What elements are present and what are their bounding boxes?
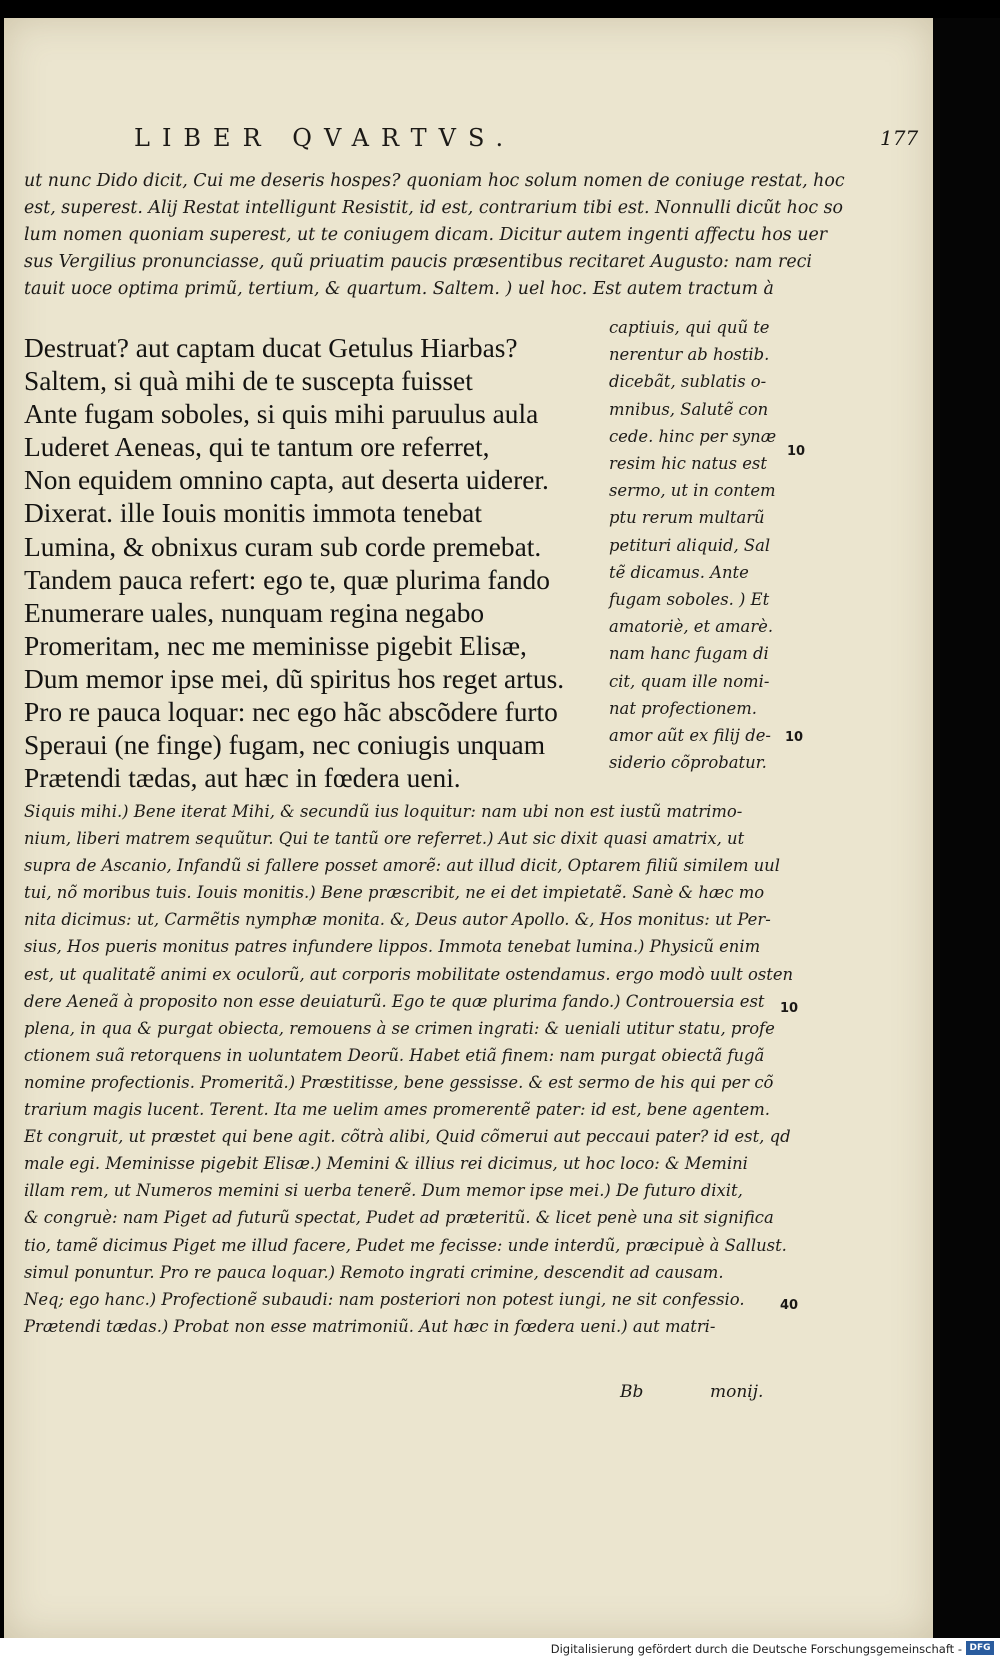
verse-line: Prætendi tædas, aut hæc in fœdera ueni. [24,763,461,794]
gloss-line: cede. hinc per synæ [609,426,777,446]
line-number: 40 [780,1298,799,1313]
folio-number: 177 [880,126,919,150]
verse-block [24,332,564,795]
gloss-line: nat profectionem. [609,698,757,718]
verse-line: Dixerat. ille Iouis monitis immota tenebat [24,498,482,529]
commentary-line: & congruè: nam Piget ad futurũ spectat, Pudet ad præteritũ. & licet penè una sit significa [24,1208,774,1228]
commentary-line: nita dicimus: ut, Carmẽtis nymphæ monita. &, Deus autor Apollo. &, Hos monitus: ut Per- [24,910,771,930]
book-page [4,18,933,1638]
commentary-line: Et congruit, ut præstet qui bene agit. cõtrà alibi, Quid cõmerui aut peccaui pater? id est, qd [24,1127,791,1147]
verse-line: Lumina, & obnixus curam sub corde premebat. [24,531,542,562]
commentary-bottom [24,798,793,1340]
commentary-line: Siquis mihi.) Bene iterat Mihi, & secundũ ius loquitur: nam ubi non est iustũ matrimo- [24,802,743,821]
commentary-line: tio, tamẽ dicimus Piget me illud facere, Pudet me fecisse: unde interdũ, præcipuè à Sallust. [24,1235,787,1255]
commentary-line: male egi. Meminisse pigebit Elisæ.) Memini & illius rei dicimus, ut hoc loco: & Memini [24,1154,748,1174]
scan-edge [933,18,1000,1638]
commentary-line: simul ponuntur. Pro re pauca loquar.) Remoto ingrati crimine, descendit ad causam. [24,1262,724,1282]
commentary-line: est, superest. Alij Restat intelligunt Resistit, id est, contrarium tibi est. Nonnulli dicũt hoc so [24,198,844,218]
line-number: 10 [787,444,806,459]
commentary-line: tauit uoce optima primũ, tertium, & quartum. Saltem. ) uel hoc. Est autem tractum à [24,279,774,299]
gloss-line: ptu rerum multarũ [609,508,765,528]
verse-line: Dum memor ipse mei, dũ spiritus hos reget artus. [24,663,565,694]
verse-line: Pro re pauca loquar: nec ego hãc abscõdere furto [24,697,558,728]
running-head [4,118,933,158]
verse-line: Promeritam, nec me meminisse pigebit Elisæ, [24,630,527,661]
commentary-line: trarium magis lucent. Terent. Ita me uelim ames promerentẽ pater: id est, bene agentem. [24,1100,770,1120]
gloss-line: petituri aliquid, Sal [609,535,771,555]
gloss-line: amor aũt ex filij de- [609,726,771,746]
verse-line: Non equidem omnino capta, aut deserta uiderer. [24,465,549,496]
commentary-line: nomine profectionis. Promeritã.) Præstitisse, bene gessisse. & est sermo de his qui per cõ [24,1072,774,1092]
verse-line: Speraui (ne finge) fugam, nec coniugis unquam [24,730,546,761]
gloss-line: amatoriè, et amarè. [609,617,774,637]
commentary-line: lum nomen quoniam superest, ut te coniugem dicam. Dicitur autem ingenti affectu hos uer [24,225,828,245]
dfg-logo-icon: DFG [966,1641,994,1655]
gloss-line: siderio cõprobatur. [609,753,767,773]
commentary-line: est, ut qualitatẽ animi ex oculorũ, aut corporis mobilitate ostendamus. ergo modò uult osten [24,964,794,984]
gloss-line: captiuis, qui quũ te [609,318,770,337]
commentary-top [24,168,845,303]
gloss-line: fugam soboles. ) Et [609,590,770,610]
commentary-line: dere Aeneã à proposito non esse deuiaturũ. Ego te quæ plurima fando.) Controuersia est [24,991,765,1011]
verse-line: Tandem pauca refert: ego te, quæ plurima fando [24,564,550,595]
digitization-footer [0,1638,1000,1659]
gloss-line: dicebãt, sublatis o- [609,372,767,392]
commentary-line: Prætendi tædas.) Probat non esse matrimoniũ. Aut hæc in fœdera ueni.) aut matri- [24,1316,716,1336]
verse-line: Saltem, si quà mihi de te suscepta fuisset [24,366,473,397]
verse-line: Destruat? aut captam ducat Getulus Hiarbas? [24,333,518,363]
verse-line: Ante fugam soboles, si quis mihi paruulus aula [24,399,539,430]
running-head-title: LIBER QVARTVS. [134,124,516,152]
verse-line: Enumerare uales, nunquam regina negabo [24,597,485,628]
commentary-line: ctionem suã retorquens in uoluntatem Deorũ. Habet etiã finem: nam purgat obiectã fugã [24,1045,765,1065]
gloss-line: cit, quam ille nomi- [609,671,770,691]
commentary-line: Neq; ego hanc.) Profectionẽ subaudi: nam posteriori non potest iungi, ne sit confessio. [24,1289,745,1309]
gloss-line: mnibus, Salutẽ con [609,399,769,419]
gloss-line: resim hic natus est [609,454,767,474]
commentary-line: sius, Hos pueris monitus patres infundere lippos. Immota tenebat lumina.) Physicũ enim [24,937,761,957]
gloss-line: sermo, ut in contem [609,481,776,501]
commentary-line: supra de Ascanio, Infandũ si fallere posset amorẽ: aut illud dicit, Optarem filiũ similem uul [24,856,780,876]
commentary-line: illam rem, ut Numeros memini si uerba tenerẽ. Dum memor ipse mei.) De futuro dixit, [24,1181,743,1201]
line-number: 10 [780,1001,799,1016]
footer-credit: Digitalisierung gefördert durch die Deutsche Forschungsgemeinschaft - [550,1642,962,1656]
commentary-line: plena, in qua & purgat obiecta, remouens à se crimen ingrati: & ueniali utitur statu, profe [24,1018,775,1038]
catchword: monij. [710,1382,764,1402]
gloss-line: tẽ dicamus. Ante [609,562,749,582]
commentary-line: tui, nõ moribus tuis. Iouis monitis.) Bene præscribit, ne ei det impietatẽ. Sanè & hæc mo [24,883,765,903]
commentary-line: ut nunc Dido dicit, Cui me deseris hospes? quoniam hoc solum nomen de coniuge restat, hoc [24,171,845,191]
gloss-line: nam hanc fugam di [609,644,769,664]
signature-mark: Bb [620,1382,644,1402]
line-number: 10 [785,730,804,745]
verse-line: Luderet Aeneas, qui te tantum ore referret, [24,432,490,463]
commentary-line: nium, liberi matrem sequũtur. Qui te tantũ ore referret.) Aut sic dixit quasi amatrix, ut [24,829,745,849]
commentary-line: sus Vergilius pronunciasse, quũ priuatim paucis præsentibus recitaret Augusto: nam reci [24,252,812,272]
marginal-gloss [609,314,776,776]
gloss-line: nerentur ab hostib. [609,345,770,365]
